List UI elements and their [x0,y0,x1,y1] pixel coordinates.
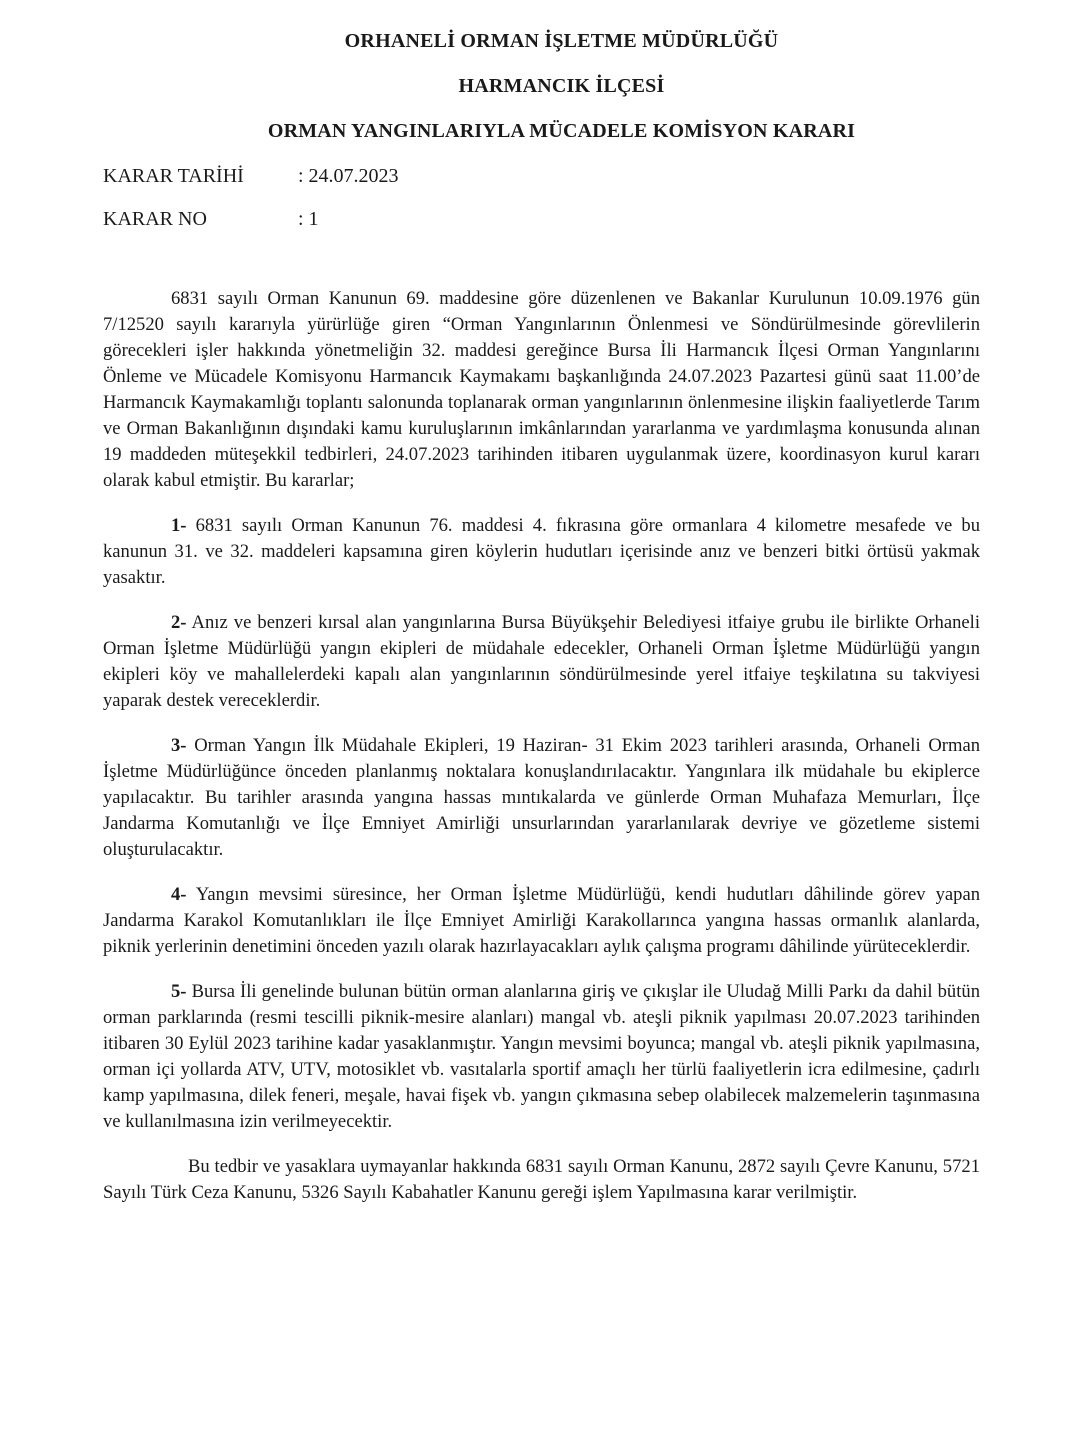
item-number: 3- [171,735,187,756]
decision-no-label: KARAR NO [103,208,207,230]
decision-date-value: : 24.07.2023 [298,165,399,187]
item-number: 4- [171,884,187,905]
decision-no-row [103,208,980,231]
decision-item-4 [103,882,980,960]
closing-paragraph: Bu tedbir ve yasaklara uymayanlar hakkında 6831 sayılı Orman Kanunu, 2872 sayılı Çevre Kanunu, 5721 Sayılı Türk Ceza Kanunu, 5326 Sayılı Kabahatler Kanunu gereği işlem Yapılmasına karar verilmiştir. [103,1156,980,1203]
decision-item-5 [103,979,980,1135]
decision-item-3 [103,733,980,863]
decision-item-1 [103,513,980,591]
item-text: Anız ve benzeri kırsal alan yangınlarına Bursa Büyükşehir Belediyesi itfaiye grubu ile birlikte Orhaneli Orman İşletme Müdürlüğü yangın ekipleri de müdahale edecekler, Orhaneli Orman İşletme Müdürlüğü yangın ekipleri köy ve mahallelerdeki kapalı alan yangınlarının söndürülmesinde yerel itfaiye teşkilatına su takviyesi yaparak destek vereceklerdir. [103,612,980,711]
decision-date-label: KARAR TARİHİ [103,165,244,187]
item-number: 5- [171,981,187,1002]
intro-paragraph: 6831 sayılı Orman Kanunun 69. maddesine göre düzenlenen ve Bakanlar Kurulunun 10.09.1976 gün 7/12520 sayılı kararıyla yürürlüğe giren “Orman Yangınlarının Önlenmesi ve Söndürülmesinde görevlilerin görecekleri işler hakkında yönetmeliğin 32. maddesi gereğince Bursa İli Harmancık İlçesi Orman Yangınlarını Önleme ve Mücadele Komisyonu Harmancık Kaymakamı başkanlığında 24.07.2023 Pazartesi günü saat 11.00’de Harmancık Kaymakamlığı toplantı salonunda toplanarak orman yangınlarının önlenmesine ilişkin faaliyetlerde Tarım ve Orman Bakanlığının dışındaki kamu kuruluşlarının imkânlarından yararlanma ve yardımlaşma konusunda alınan 19 maddeden müteşekkil tedbirleri, 24.07.2023 tarihinden itibaren uygulanmak üzere, koordinasyon kurul kararı olarak kabul etmiştir. Bu kararlar; [103,288,980,491]
item-number: 1- [171,515,187,536]
item-text: 6831 sayılı Orman Kanunun 76. maddesi 4. fıkrasına göre ormanlara 4 kilometre mesafede ve bu kanunun 31. ve 32. maddeleri kapsamına giren köylerin hudutları içerisinde anız ve benzeri bitki örtüsü yakmak yasaktır. [103,515,980,588]
decision-title: ORMAN YANGINLARIYLA MÜCADELE KOMİSYON KARARI [267,120,856,142]
decision-no-value: : 1 [298,208,319,230]
item-number: 2- [171,612,187,633]
decision-item-2 [103,610,980,714]
item-text: Bursa İli genelinde bulunan bütün orman alanlarına giriş ve çıkışlar ile Uludağ Milli Parkı da dahil bütün orman parklarında (resmi tescilli piknik-mesire alanları) mangal vb. ateşli piknik yapılması 20.07.2023 tarihinden itibaren 30 Eylül 2023 tarihine kadar yasaklanmıştır. Yangın mevsimi boyunca; mangal vb. ateşli piknik yapılmasına, orman içi yollarda ATV, UTV, motosiklet vb. vasıtalarla sportif amaçlı her türlü faaliyetlerin icra edilmesine, çadırlı kamp yapılmasına, dilek feneri, meşale, havai fişek vb. yangın çıkmasına sebep olabilecek malzemelerin taşınmasına ve kullanılmasına izin verilmeyecektir. [103,981,980,1132]
item-text: Yangın mevsimi süresince, her Orman İşletme Müdürlüğü, kendi hudutları dâhilinde görev yapan Jandarma Karakol Komutanlıkları ile İlçe Emniyet Amirliği Karakollarınca yangına hassas ormanlık alanlarda, piknik yerlerinin denetimini önceden yazılı olarak hazırlayacakları aylık çalışma programı dâhilinde yürüteceklerdir. [103,884,980,957]
district-title: HARMANCIK İLÇESİ [458,75,665,97]
org-title: ORHANELİ ORMAN İŞLETME MÜDÜRLÜĞÜ [344,30,779,52]
decision-date-row [103,165,980,188]
item-text: Orman Yangın İlk Müdahale Ekipleri, 19 Haziran- 31 Ekim 2023 tarihleri arasında, Orhaneli Orman İşletme Müdürlüğünce önceden planlanmış noktalara konuşlandırılacaktır. Yangınlara ilk müdahale bu ekiplerce yapılacaktır. Bu tarihler arasında yangına hassas mıntıkalarda ve günlerde Orman Muhafaza Memurları, İlçe Jandarma Komutanlığı ve İlçe Emniyet Amirliği unsurlarından yararlanılarak devriye ve gözetleme sistemi oluşturulacaktır. [103,735,980,860]
document-body [103,286,980,1206]
